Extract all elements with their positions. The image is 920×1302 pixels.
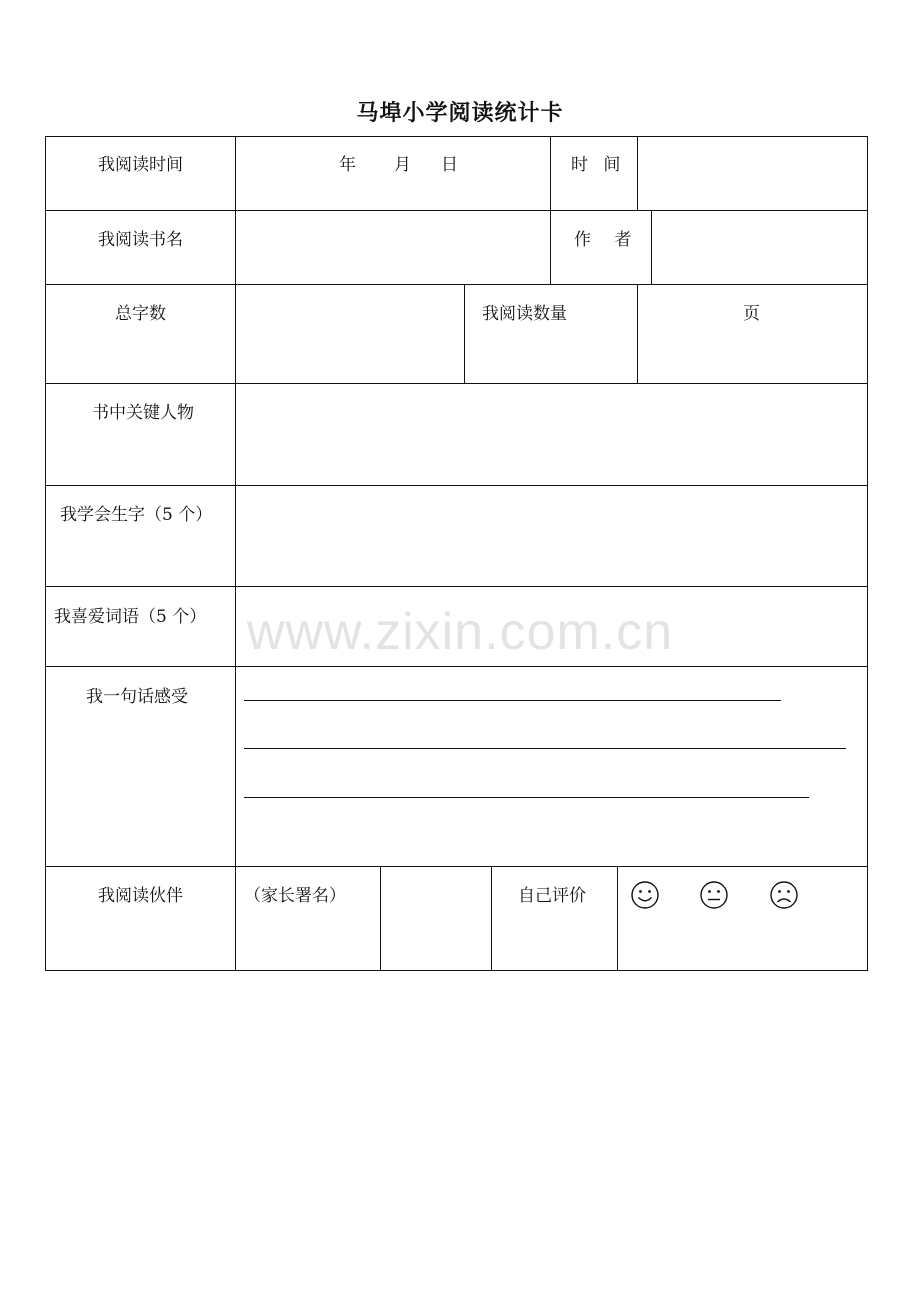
date-month-label: 月 (394, 155, 411, 175)
partner-label: 我阅读伙伴 (98, 886, 183, 906)
book-title-label: 我阅读书名 (98, 230, 183, 250)
word-count-label: 总字数 (115, 304, 166, 324)
page-unit-label: 页 (743, 304, 760, 324)
date-day-label: 日 (441, 155, 458, 175)
cell-divider (550, 210, 551, 285)
page-title: 马埠小学阅读统计卡 (356, 100, 564, 126)
writing-line[interactable] (244, 748, 846, 749)
parent-sign-label: （家长署名） (244, 886, 346, 906)
fav-words-label: 我喜爱词语（5 个） (54, 607, 207, 627)
date-year-label: 年 (339, 155, 356, 175)
cell-divider (550, 136, 551, 211)
cell-divider (637, 284, 638, 384)
table-border-left (45, 136, 46, 971)
table-border-bottom (45, 970, 868, 971)
cell-divider (464, 284, 465, 384)
reading-time-label: 我阅读时间 (98, 155, 183, 175)
self-eval-label: 自己评价 (518, 886, 586, 906)
row-divider (45, 666, 868, 667)
time-field[interactable] (638, 137, 867, 210)
writing-line[interactable] (244, 700, 781, 701)
new-chars-field[interactable] (236, 486, 867, 586)
sad-face-icon[interactable] (769, 880, 799, 910)
word-count-field[interactable] (236, 285, 464, 383)
writing-line[interactable] (244, 797, 809, 798)
one-sentence-label: 我一句话感受 (86, 687, 188, 707)
time-label: 时 间 (571, 155, 626, 175)
new-chars-label: 我学会生字（5 个） (60, 505, 213, 525)
read-amount-label: 我阅读数量 (482, 304, 567, 324)
cell-divider (491, 866, 492, 971)
book-title-field[interactable] (236, 211, 550, 284)
table-border-right (867, 136, 868, 971)
key-characters-label: 书中关键人物 (92, 403, 194, 423)
parent-sign-field[interactable] (381, 867, 491, 970)
author-label: 作 者 (574, 230, 641, 250)
neutral-face-icon[interactable] (699, 880, 729, 910)
watermark: www.zixin.com.cn (246, 603, 674, 661)
author-field[interactable] (652, 211, 867, 284)
key-characters-field[interactable] (236, 384, 867, 485)
cell-divider (617, 866, 618, 971)
happy-face-icon[interactable] (630, 880, 660, 910)
